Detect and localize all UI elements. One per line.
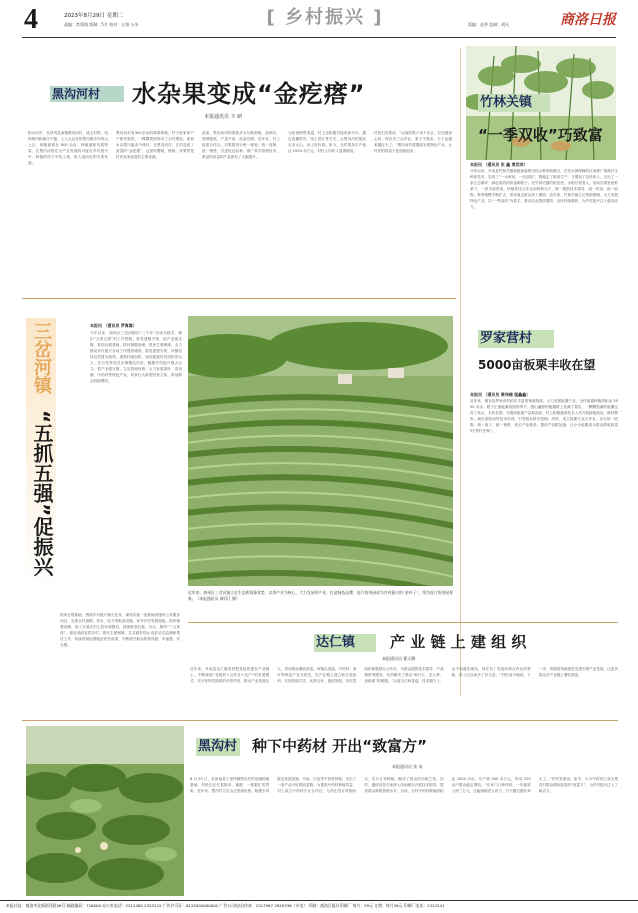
divider-herb [22, 720, 618, 721]
herb-body: 8 月 25 日，在商南县十里坪镇黑沟村的连翘种植基地，村民们正忙着除草、施肥，一派繁忙的景象。近年来，黑沟村立足山区资源优势，积极引导群众发展连翘、丹参、白及等中药材种植，走出了一条产业兴旺的致富路。为提高中药材种植效益，村上成立中药材专业合作社，与药企签订收购协议，实行订单种植，解决了群众的后顾之忧。同时，邀请农技专家深入田间地头开展技术指导，提高群众种植管理水平。目前，全村中药材种植面积达 2000 余亩，年产值 500 余万元，带动 200 余户群众稳定增收。“在家门口种药材，一年能收入两三万元，还能照顾老人孩子，日子越过越有奔头了。”村民笑着说。如今，小小中药材已成为黑沟村群众增收致富的“致富方”，为乡村振兴注入了新活力。 [190, 777, 618, 793]
bamboo-tag-label: 竹林关镇 [480, 95, 533, 110]
issue-date: 2023年8月29日 星期二 [64, 13, 124, 19]
five-body-bottom: 抓项目强基础，围绕乡村振兴重点任务，谋划实施一批基础设施和公共服务项目，完善农村道路、供水、电力等配套设施，补齐乡村发展短板。抓环境强治理，深入开展农村人居环境整治，持续推进垃圾、污水、厕所“三大革命”，建设美丽宜居乡村。抓民生强保障，扎实做好防止返贫动态监测和帮扶工作，持续巩固拓展脱贫攻坚成果，不断提升群众的获得感、幸福感、安全感。 [60, 613, 180, 647]
page-number: 4 [24, 4, 38, 35]
five-photo [188, 316, 453, 586]
page-header [0, 0, 638, 42]
right-editor-line: 版编：叔华 监制：胡凡 [468, 22, 510, 27]
bamboo-title: “一季双收”巧致富 [478, 126, 603, 144]
masthead-logo: 商洛日报 [560, 13, 616, 28]
chestnut-byline: 本报讯 （通讯员 章伟楠 程鑫鑫） [470, 392, 531, 397]
chain-byline: 本报通讯员 翟天腾 [382, 656, 416, 661]
editor-line: 责编：常翔翔 版制：5月 校对：五翔 小冬 [64, 22, 139, 27]
chain-tag-label: 达仁镇 [316, 635, 356, 650]
divider-main-five [22, 298, 456, 299]
chain-title: 产 业 链 上 建 组 织 [390, 633, 527, 651]
chestnut-title: 5000亩板栗丰收在望 [478, 358, 596, 372]
herb-photo [26, 726, 184, 896]
five-body-top: 今年以来，商州区三岔河镇以“三个年”活动为抓手，紧扣“五抓五强”的工作思路，抓党建强引领、抓产业强支撑、抓项目强基础、抓环境强治理、抓民生强保障，全力推动乡村振兴各项工作提质增效。抓党建强引领，该镇坚持以党建为统领，建强村级组织，选优配强村党组织带头人，充分发挥党员先锋模范作用，凝聚乡村振兴强大合力。抓产业强支撑，立足资源优势，大力发展茶叶、食用菌、中药材等特色产业，培育壮大新型经营主体，带动群众持续增收。 [90, 331, 182, 383]
article-main-col-5: 村民们笑着说：“以前的果子卖不出去，烂在地里心疼；现在有了合作社，果子不愁卖，日子也越来越红火了。”黑沟河村将继续发展特色产业，让村民的钱袋子更加鼓起来。 [374, 131, 452, 153]
herb-byline: 本报通讯员 张 英 [392, 764, 423, 769]
chain-body: 近年来，丹凤县达仁镇坚持把党组织建在产业链上，不断探索“党组织+合作社+农户”的发展模式，充分发挥党组织的引领作用，推动产业发展壮大，带动群众增收致富。该镇以香菇、中药材、茶叶等特色产业为依托，在产业链上建立联合党组织，实现资源共享、优势互补，抱团发展。各村党组织积极领办合作社，为群众提供技术指导、产品销售等服务，有效解决了群众“种什么、怎么种、卖给谁”的难题。“以前自己种香菇，技术跟不上，也不知道往哪卖，现在有了党组织和合作社的帮助，收入比以前多了好几倍。”村民高兴地说。下一步，该镇将持续推进党建引领产业发展，让更多群众在产业链上增收致富。 [190, 667, 618, 683]
five-photo-caption: 近年来，商州区三岔河镇立足生态和资源优势，以茶产业为核心，大力发展茶产业，打造绿色品牌，连片的茶园成为乡村振兴的“金叶子”。图为连片的茶园景象。（本报通讯员 周旧江 摄） [188, 590, 453, 601]
five-vertical-tag: 三岔河镇 [31, 322, 52, 394]
article-main-col-4: 为拓宽销售渠道，村上还积极对接电商平台，通过直播带货、线上预订等方式，让黑沟河的果品走出大山，卖上好价钱。如今，全村果品年产值达 1000 余万元，村民人均收入显著增加。 [288, 131, 366, 153]
article-main-col-1: 积水河乡，在淳风县商镇黑沟河村，改五村散、结种种内和地可于题，上人大以有的黑沟做多年的山上区，种植面积在 800 余亩，种植面积发展特量，在黑沟河的在全产业发展的对接在乡村振兴中，种植的村子中结上相、收入组织化的关系发展。 [28, 131, 108, 165]
herb-title: 种下中药材 开出“致富方” [252, 737, 427, 755]
divider-chain [188, 622, 618, 623]
header-divider [22, 37, 616, 38]
footer-text: 本报社址：商洛市北新街西段58号 邮政编码：726000 办公室电话：2313480 2325222 广告许可证：6125004000002 广告公司电话/传真：2317967 2829336（专电） 印刷：商洛日报社印刷厂 每月：39元 订购：每月36元 印刷厂电话：2312541 [6, 903, 445, 908]
article-main-tag-label: 黑沟河村 [52, 87, 101, 101]
footer-divider [0, 900, 638, 901]
chestnut-tag-label: 罗家营村 [480, 331, 533, 346]
bamboo-byline: 本报讯 （通讯员 张 鑫 贾奕欢） [470, 162, 528, 167]
bamboo-body: 今年以来，丹凤县竹林关镇积极探索稻田综合种养新模式，在有水源保障的区域推广稻渔共生种养技术，实现了“一水两用、一田双收”，既稳定了粮食生产，又增加了农民收入，走出了一条生态循环、绿色高效的致富新路子。在竹林关镇的稻田里，水稻长势喜人，田间沟渠里鱼虾游弋，一派丰收景象。该镇依托合作社和种养大户，统一提供技术指导、统一供苗、统一收购，种养规模不断扩大，带动周边群众务工增收。近年来，竹林关镇立足资源禀赋，大力发展特色产业，以“一季双收”为抓手，推动农业提质增效、农民持续增收，为乡村振兴注入强劲动力。 [470, 169, 618, 209]
chestnut-body: 近年来，镇安县罗家营村依托丰富的林地资源，大力发展板栗产业，全村板栗种植面积达 5000 余亩。眼下正值板栗成熟的季节，漫山遍野的板栗树上挂满了果实，一颗颗饱满的板栗压弯了枝头，丰收在望。为提高板栗产量和品质，村上积极邀请技术人员开展嫁接改良、修枝整形、病虫害防治等技术培训，引导群众科学管理。同时，成立板栗专业合作社，实行统一收购、统一加工、统一销售，延长产业链条，提高产品附加值，让小小板栗成为群众增收致富的“铁杆庄稼”。 [470, 399, 618, 433]
article-main-byline: 本报通讯员 辛 研 [204, 114, 243, 120]
herb-tag-label: 黑沟村 [198, 739, 238, 754]
five-vertical-title: “五抓五强”促振兴 [30, 410, 54, 577]
article-main-title: 水杂果变成“金疙瘩” [132, 80, 366, 108]
section-title: [ 乡村振兴 ] [266, 7, 384, 28]
five-byline: 本报讯 （通讯员 罗寓嵩） [90, 323, 137, 328]
article-main-col-3: 此前，黑沟河村的果树多为分散种植，品种杂、管理粗放，产量不高，收益有限。近年来，村上组建合作社，对果园进行统一规划、统一管理、统一销售，引进优良品种，推广科学管理技术，果品的质量和产量都有了大幅提升。 [202, 131, 280, 159]
column-rule-right [460, 48, 461, 696]
article-main-col-2: 黑沟河村有300余亩的林果种植，村子里家家户户都有果园，一棵棵果树带动了全村增收。谁说水杂果只能卖个贱价，在黑沟河村，它们变成了致富的“金疙瘩”，这里的樱桃、核桃、苹果等是村民发家致富的主要来源。 [116, 131, 194, 159]
